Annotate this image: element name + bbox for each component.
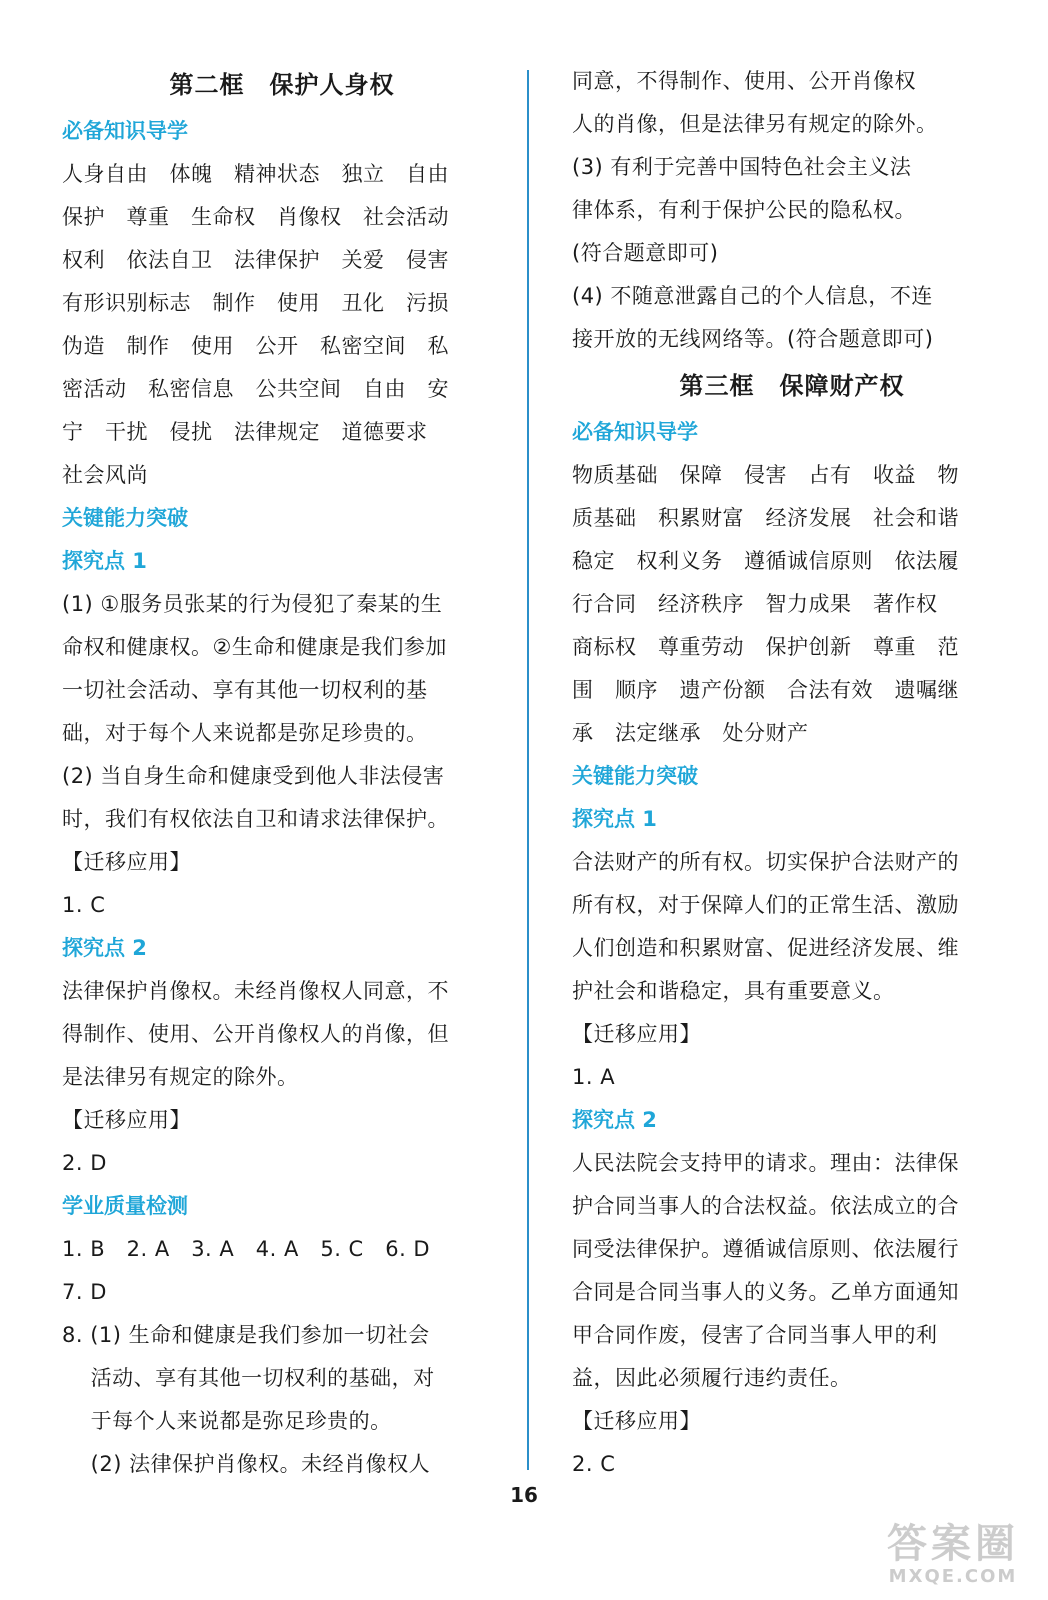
text-line: 护社会和谐稳定，具有重要意义。: [572, 979, 895, 1003]
text-line: 7. D: [62, 1280, 107, 1304]
text-line: 社会风尚: [62, 463, 148, 487]
answer-line: 2. C: [572, 1452, 616, 1476]
text-line: 8. (1) 生命和健康是我们参加一切社会: [62, 1323, 430, 1347]
text-line: 护合同当事人的合法权益。依法成立的合: [572, 1194, 959, 1218]
text-line: 同受法律保护。遵循诚信原则、依法履行: [572, 1237, 959, 1261]
right-section-key: 关键能力突破: [572, 764, 698, 788]
left-point2-heading: 探究点 2: [62, 936, 147, 960]
text-line: 稳定 权利义务 遵循诚信原则 依法履: [572, 549, 959, 573]
page-number: 16: [510, 1483, 538, 1507]
text-line: 1. B 2. A 3. A 4. A 5. C 6. D: [62, 1237, 431, 1261]
left-section-quality: 学业质量检测: [62, 1194, 188, 1218]
text-line: 接开放的无线网络等。(符合题意即可): [572, 327, 934, 351]
text-line: 权利 依法自卫 法律保护 关爱 侵害: [62, 248, 449, 272]
text-line: 质基础 积累财富 经济发展 社会和谐: [572, 506, 959, 530]
text-line: 命权和健康权。②生命和健康是我们参加: [62, 635, 447, 659]
watermark-text-top: 答案圈: [887, 1521, 1019, 1567]
answer-line: 1. C: [62, 893, 106, 917]
text-line: (2) 法律保护肖像权。未经肖像权人: [62, 1452, 431, 1476]
text-line: 有形识别标志 制作 使用 丑化 污损: [62, 291, 449, 315]
text-line: (4) 不随意泄露自己的个人信息，不连: [572, 284, 933, 308]
text-line: 商标权 尊重劳动 保护创新 尊重 范: [572, 635, 959, 659]
text-line: (2) 当自身生命和健康受到他人非法侵害: [62, 764, 445, 788]
apply-heading: 【迁移应用】: [62, 1108, 191, 1132]
text-line: 保护 尊重 生命权 肖像权 社会活动: [62, 205, 449, 229]
left-column: [62, 60, 502, 1486]
text-line: 合法财产的所有权。切实保护合法财产的: [572, 850, 959, 874]
text-line: 合同是合同当事人的义务。乙单方面通知: [572, 1280, 959, 1304]
left-title: 第二框 保护人身权: [169, 71, 395, 99]
right-point2-heading: 探究点 2: [572, 1108, 657, 1132]
text-line: 伪造 制作 使用 公开 私密空间 私: [62, 334, 449, 358]
text-line: 活动、享有其他一切权利的基础，对: [62, 1366, 435, 1390]
text-line: 人们创造和积累财富、促进经济发展、维: [572, 936, 959, 960]
text-line: 同意，不得制作、使用、公开肖像权: [572, 69, 916, 93]
watermark-text-bottom: MXQE.COM: [888, 1566, 1018, 1587]
text-line: 人身自由 体魄 精神状态 独立 自由: [62, 162, 449, 186]
text-line: 承 法定继承 处分财产: [572, 721, 809, 745]
text-line: 律体系，有利于保护公民的隐私权。: [572, 198, 916, 222]
text-line: 时，我们有权依法自卫和请求法律保护。: [62, 807, 449, 831]
right-title: 第三框 保障财产权: [679, 372, 905, 400]
text-line: 法律保护肖像权。未经肖像权人同意，不: [62, 979, 449, 1003]
column-divider: [527, 70, 529, 1470]
text-line: 物质基础 保障 侵害 占有 收益 物: [572, 463, 959, 487]
right-column: [572, 60, 1012, 1486]
text-line: 行合同 经济秩序 智力成果 著作权: [572, 592, 938, 616]
text-line: 一切社会活动、享有其他一切权利的基: [62, 678, 428, 702]
text-line: 人的肖像，但是法律另有规定的除外。: [572, 112, 938, 136]
text-line: 所有权，对于保障人们的正常生活、激励: [572, 893, 959, 917]
text-line: 人民法院会支持甲的请求。理由：法律保: [572, 1151, 959, 1175]
left-section-key: 关键能力突破: [62, 506, 188, 530]
text-line: (1) ①服务员张某的行为侵犯了秦某的生: [62, 592, 443, 616]
answer-line: 2. D: [62, 1151, 107, 1175]
text-line: 宁 干扰 侵扰 法律规定 道德要求: [62, 420, 428, 444]
text-line: 甲合同作废，侵害了合同当事人甲的利: [572, 1323, 938, 1347]
text-line: 密活动 私密信息 公共空间 自由 安: [62, 377, 449, 401]
text-line: 础，对于每个人来说都是弥足珍贵的。: [62, 721, 428, 745]
text-line: 得制作、使用、公开肖像权人的肖像，但: [62, 1022, 449, 1046]
answer-line: 1. A: [572, 1065, 616, 1089]
right-point1-heading: 探究点 1: [572, 807, 657, 831]
text-line: 益，因此必须履行违约责任。: [572, 1366, 852, 1390]
apply-heading: 【迁移应用】: [62, 850, 191, 874]
right-section-guide: 必备知识导学: [572, 420, 698, 444]
text-line: (3) 有利于完善中国特色社会主义法: [572, 155, 912, 179]
left-section-guide: 必备知识导学: [62, 119, 188, 143]
apply-heading: 【迁移应用】: [572, 1409, 701, 1433]
watermark-logo: [878, 1522, 1028, 1588]
text-line: 是法律另有规定的除外。: [62, 1065, 299, 1089]
text-line: (符合题意即可): [572, 241, 719, 265]
left-point1-heading: 探究点 1: [62, 549, 147, 573]
text-line: 于每个人来说都是弥足珍贵的。: [62, 1409, 392, 1433]
text-line: 围 顺序 遗产份额 合法有效 遗嘱继: [572, 678, 959, 702]
apply-heading: 【迁移应用】: [572, 1022, 701, 1046]
